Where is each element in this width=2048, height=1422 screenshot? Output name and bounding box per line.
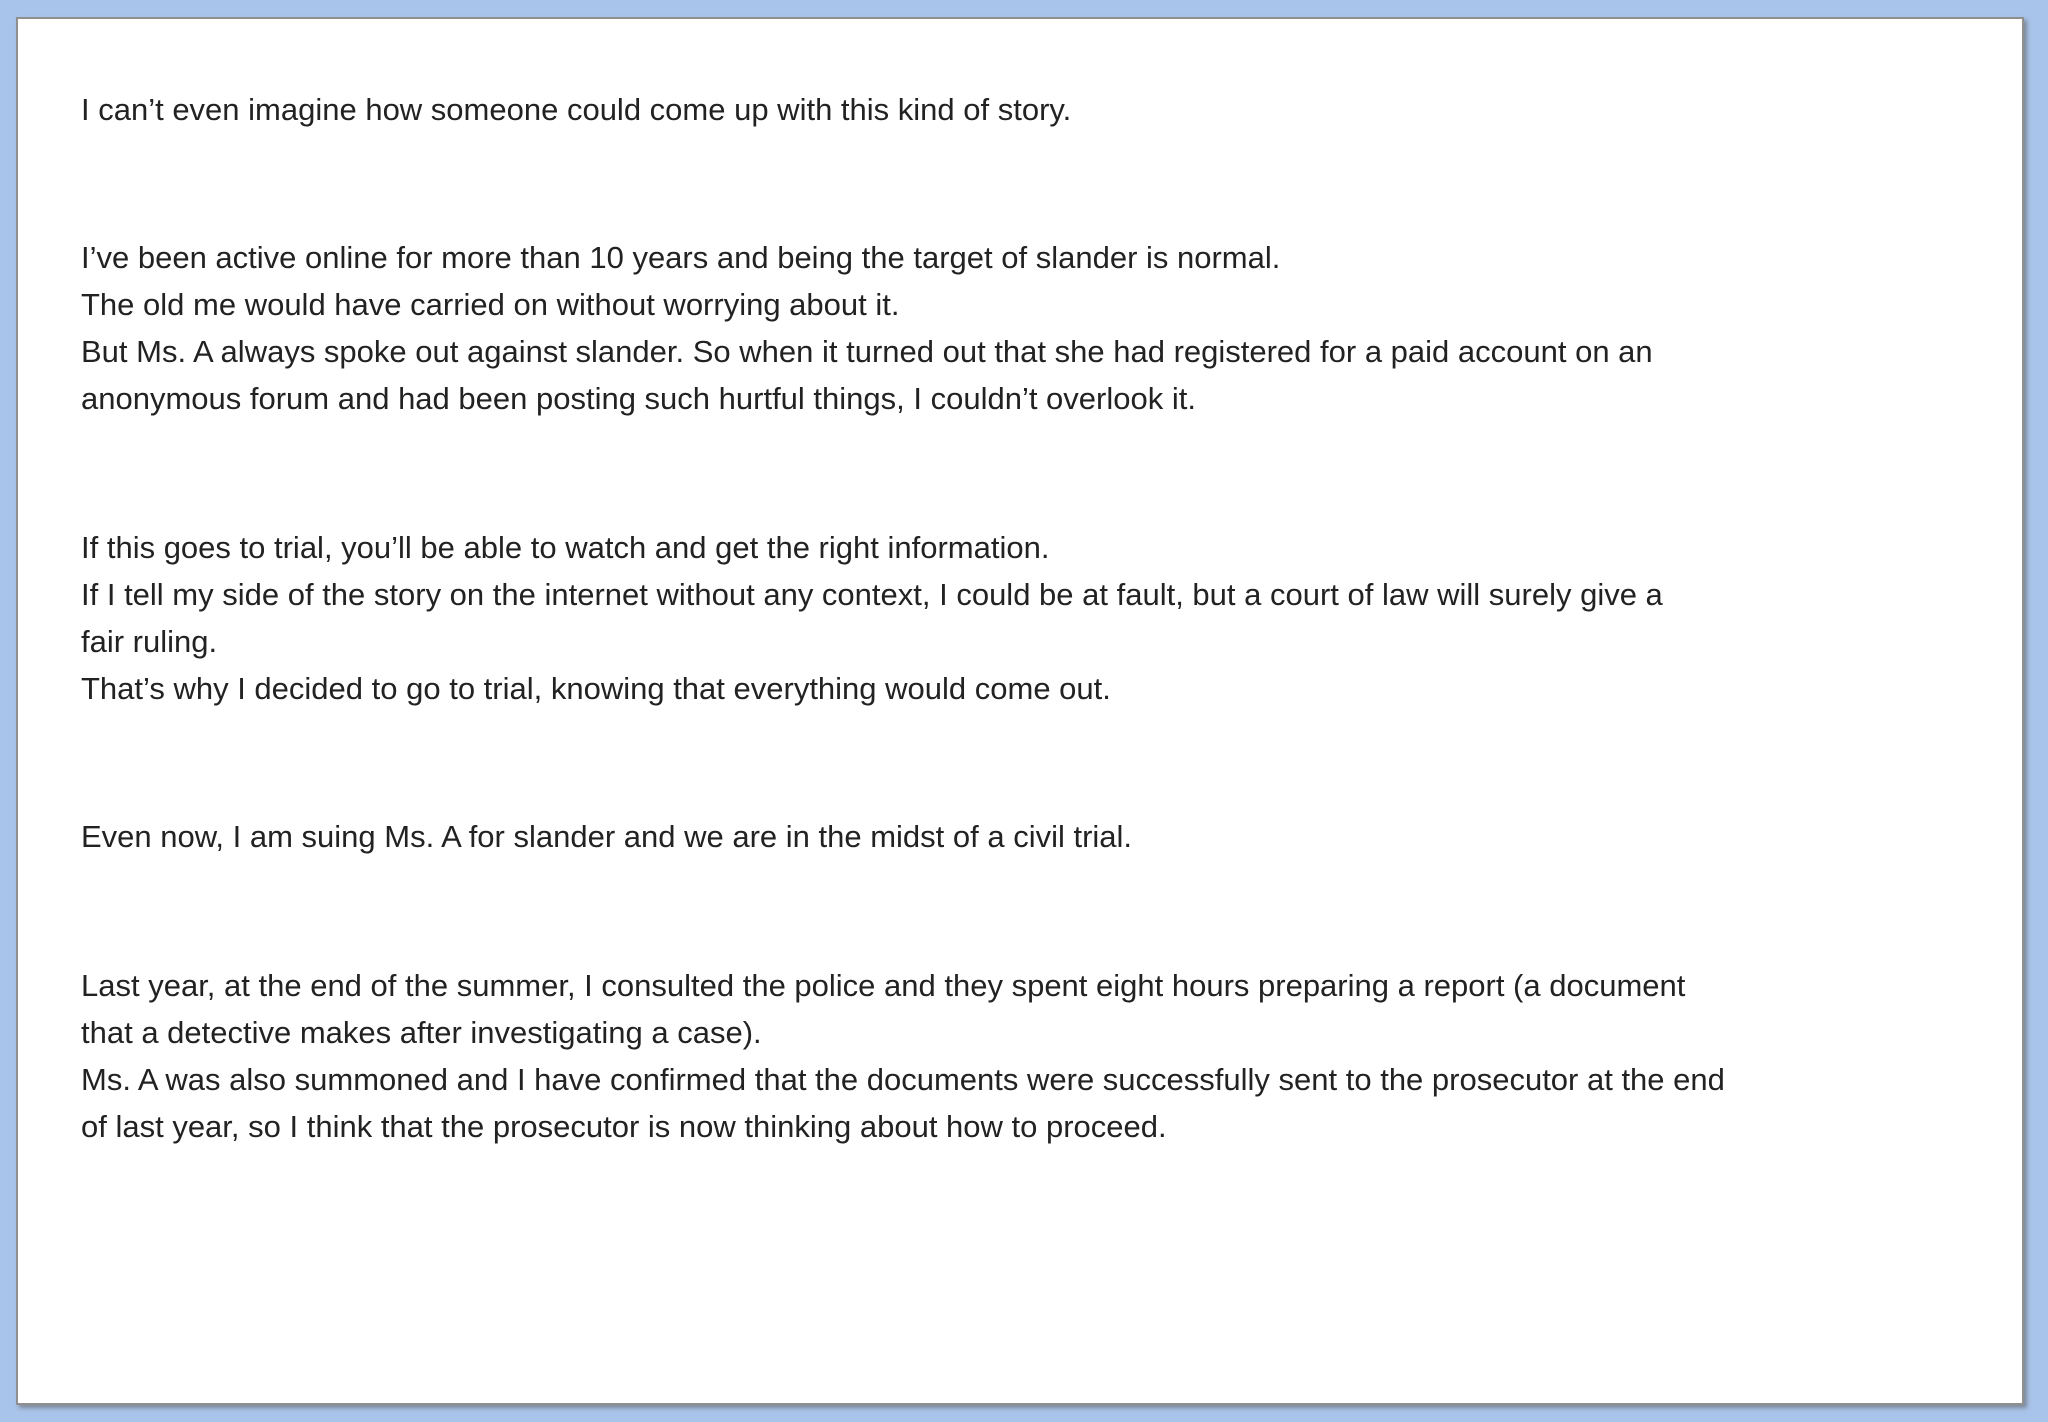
text-line: That’s why I decided to go to trial, knowing that everything would come out. (81, 671, 1111, 706)
text-line: I’ve been active online for more than 10 years and being the target of slander is normal. (81, 240, 1281, 275)
text-line: fair ruling. (81, 624, 218, 659)
document-page (16, 17, 2024, 1405)
text-line: of last year, so I think that the prosecutor is now thinking about how to proceed. (81, 1109, 1167, 1144)
text-line: If I tell my side of the story on the internet without any context, I could be at fault, but a court of law will surely give a (81, 577, 1663, 612)
text-line: Even now, I am suing Ms. A for slander and we are in the midst of a civil trial. (81, 819, 1133, 854)
text-line: I can’t even imagine how someone could come up with this kind of story. (81, 92, 1072, 127)
text-line: that a detective makes after investigating a case). (81, 1015, 762, 1050)
text-line: If this goes to trial, you’ll be able to watch and get the right information. (81, 530, 1050, 565)
text-line: Ms. A was also summoned and I have confirmed that the documents were successfully sent to the prosecutor at the end (81, 1062, 1725, 1097)
text-line: The old me would have carried on without worrying about it. (81, 287, 900, 322)
text-line: But Ms. A always spoke out against slander. So when it turned out that she had registered for a paid account on an (81, 334, 1653, 369)
text-line: Last year, at the end of the summer, I consulted the police and they spent eight hours preparing a report (a document (81, 968, 1686, 1003)
text-line: anonymous forum and had been posting such hurtful things, I couldn’t overlook it. (81, 381, 1196, 416)
